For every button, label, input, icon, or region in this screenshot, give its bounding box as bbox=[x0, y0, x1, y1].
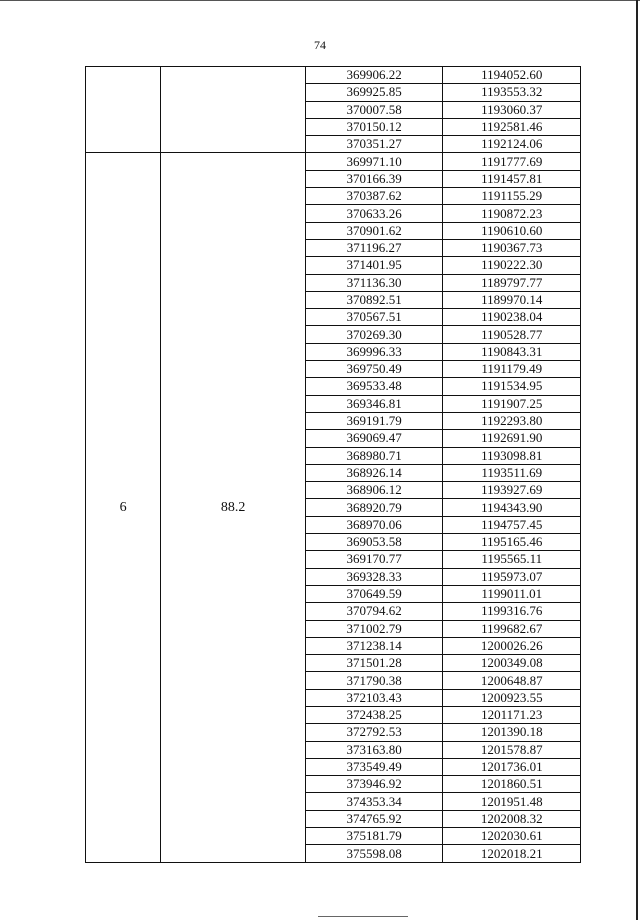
x-coordinate-cell: 370901.62 bbox=[305, 222, 443, 239]
x-coordinate-cell: 369170.77 bbox=[305, 551, 443, 568]
y-coordinate-cell: 1199316.76 bbox=[443, 603, 581, 620]
x-coordinate-cell: 373163.80 bbox=[305, 741, 443, 758]
x-coordinate-cell: 371238.14 bbox=[305, 637, 443, 654]
y-coordinate-cell: 1201171.23 bbox=[443, 706, 581, 723]
x-coordinate-cell: 368920.79 bbox=[305, 499, 443, 516]
x-coordinate-cell: 371196.27 bbox=[305, 239, 443, 256]
y-coordinate-cell: 1190872.23 bbox=[443, 205, 581, 222]
x-coordinate-cell: 370892.51 bbox=[305, 291, 443, 308]
x-coordinate-cell: 369996.33 bbox=[305, 343, 443, 360]
x-coordinate-cell: 370649.59 bbox=[305, 585, 443, 602]
x-coordinate-cell: 368970.06 bbox=[305, 516, 443, 533]
group-value-cell: 88.2 bbox=[161, 153, 306, 862]
x-coordinate-cell: 374353.34 bbox=[305, 793, 443, 810]
x-coordinate-cell: 368980.71 bbox=[305, 447, 443, 464]
x-coordinate-cell: 368926.14 bbox=[305, 464, 443, 481]
y-coordinate-cell: 1190843.31 bbox=[443, 343, 581, 360]
x-coordinate-cell: 370269.30 bbox=[305, 326, 443, 343]
y-coordinate-cell: 1189970.14 bbox=[443, 291, 581, 308]
x-coordinate-cell: 371501.28 bbox=[305, 655, 443, 672]
x-coordinate-cell: 375598.08 bbox=[305, 845, 443, 862]
x-coordinate-cell: 373946.92 bbox=[305, 776, 443, 793]
x-coordinate-cell: 371401.95 bbox=[305, 257, 443, 274]
y-coordinate-cell: 1193511.69 bbox=[443, 464, 581, 481]
group-number-cell: 6 bbox=[86, 153, 161, 862]
y-coordinate-cell: 1192293.80 bbox=[443, 412, 581, 429]
y-coordinate-cell: 1193553.32 bbox=[443, 84, 581, 101]
y-coordinate-cell: 1200026.26 bbox=[443, 637, 581, 654]
y-coordinate-cell: 1194343.90 bbox=[443, 499, 581, 516]
y-coordinate-cell: 1193098.81 bbox=[443, 447, 581, 464]
y-coordinate-cell: 1200349.08 bbox=[443, 655, 581, 672]
y-coordinate-cell: 1199682.67 bbox=[443, 620, 581, 637]
x-coordinate-cell: 372438.25 bbox=[305, 706, 443, 723]
scan-mark-bottom bbox=[318, 916, 408, 917]
y-coordinate-cell: 1190238.04 bbox=[443, 309, 581, 326]
x-coordinate-cell: 372103.43 bbox=[305, 689, 443, 706]
group-number-cell bbox=[86, 67, 161, 153]
y-coordinate-cell: 1195165.46 bbox=[443, 534, 581, 551]
scan-edge-top bbox=[0, 0, 640, 1]
x-coordinate-cell: 369328.33 bbox=[305, 568, 443, 585]
x-coordinate-cell: 373549.49 bbox=[305, 758, 443, 775]
y-coordinate-cell: 1194757.45 bbox=[443, 516, 581, 533]
y-coordinate-cell: 1190222.30 bbox=[443, 257, 581, 274]
x-coordinate-cell: 370633.26 bbox=[305, 205, 443, 222]
x-coordinate-cell: 369750.49 bbox=[305, 361, 443, 378]
table-row bbox=[86, 153, 581, 170]
x-coordinate-cell: 370794.62 bbox=[305, 603, 443, 620]
x-coordinate-cell: 370567.51 bbox=[305, 309, 443, 326]
x-coordinate-cell: 369346.81 bbox=[305, 395, 443, 412]
page-number: 74 bbox=[314, 38, 326, 52]
y-coordinate-cell: 1193060.37 bbox=[443, 101, 581, 118]
x-coordinate-cell: 369069.47 bbox=[305, 430, 443, 447]
x-coordinate-cell: 371002.79 bbox=[305, 620, 443, 637]
x-coordinate-cell: 371790.38 bbox=[305, 672, 443, 689]
y-coordinate-cell: 1191777.69 bbox=[443, 153, 581, 170]
x-coordinate-cell: 370007.58 bbox=[305, 101, 443, 118]
y-coordinate-cell: 1202030.61 bbox=[443, 828, 581, 845]
y-coordinate-cell: 1194052.60 bbox=[443, 67, 581, 84]
y-coordinate-cell: 1200648.87 bbox=[443, 672, 581, 689]
y-coordinate-cell: 1201860.51 bbox=[443, 776, 581, 793]
x-coordinate-cell: 370150.12 bbox=[305, 118, 443, 135]
x-coordinate-cell: 369533.48 bbox=[305, 378, 443, 395]
y-coordinate-cell: 1201736.01 bbox=[443, 758, 581, 775]
y-coordinate-cell: 1190610.60 bbox=[443, 222, 581, 239]
y-coordinate-cell: 1191534.95 bbox=[443, 378, 581, 395]
coordinates-table bbox=[85, 66, 581, 863]
y-coordinate-cell: 1202018.21 bbox=[443, 845, 581, 862]
y-coordinate-cell: 1191155.29 bbox=[443, 188, 581, 205]
x-coordinate-cell: 369971.10 bbox=[305, 153, 443, 170]
x-coordinate-cell: 370387.62 bbox=[305, 188, 443, 205]
x-coordinate-cell: 370351.27 bbox=[305, 136, 443, 153]
x-coordinate-cell: 375181.79 bbox=[305, 828, 443, 845]
x-coordinate-cell: 369925.85 bbox=[305, 84, 443, 101]
y-coordinate-cell: 1199011.01 bbox=[443, 585, 581, 602]
y-coordinate-cell: 1200923.55 bbox=[443, 689, 581, 706]
y-coordinate-cell: 1191457.81 bbox=[443, 170, 581, 187]
x-coordinate-cell: 374765.92 bbox=[305, 810, 443, 827]
x-coordinate-cell: 368906.12 bbox=[305, 482, 443, 499]
x-coordinate-cell: 370166.39 bbox=[305, 170, 443, 187]
y-coordinate-cell: 1190528.77 bbox=[443, 326, 581, 343]
y-coordinate-cell: 1189797.77 bbox=[443, 274, 581, 291]
y-coordinate-cell: 1201951.48 bbox=[443, 793, 581, 810]
x-coordinate-cell: 369053.58 bbox=[305, 534, 443, 551]
y-coordinate-cell: 1191907.25 bbox=[443, 395, 581, 412]
y-coordinate-cell: 1192691.90 bbox=[443, 430, 581, 447]
y-coordinate-cell: 1195973.07 bbox=[443, 568, 581, 585]
scan-edge-right bbox=[636, 0, 638, 920]
x-coordinate-cell: 371136.30 bbox=[305, 274, 443, 291]
y-coordinate-cell: 1192124.06 bbox=[443, 136, 581, 153]
group-value-cell bbox=[161, 67, 306, 153]
y-coordinate-cell: 1193927.69 bbox=[443, 482, 581, 499]
y-coordinate-cell: 1195565.11 bbox=[443, 551, 581, 568]
y-coordinate-cell: 1191179.49 bbox=[443, 361, 581, 378]
y-coordinate-cell: 1190367.73 bbox=[443, 239, 581, 256]
x-coordinate-cell: 372792.53 bbox=[305, 724, 443, 741]
x-coordinate-cell: 369906.22 bbox=[305, 67, 443, 84]
x-coordinate-cell: 369191.79 bbox=[305, 412, 443, 429]
y-coordinate-cell: 1202008.32 bbox=[443, 810, 581, 827]
y-coordinate-cell: 1201578.87 bbox=[443, 741, 581, 758]
coordinates-table-body bbox=[86, 67, 581, 863]
table-row bbox=[86, 67, 581, 84]
y-coordinate-cell: 1192581.46 bbox=[443, 118, 581, 135]
y-coordinate-cell: 1201390.18 bbox=[443, 724, 581, 741]
